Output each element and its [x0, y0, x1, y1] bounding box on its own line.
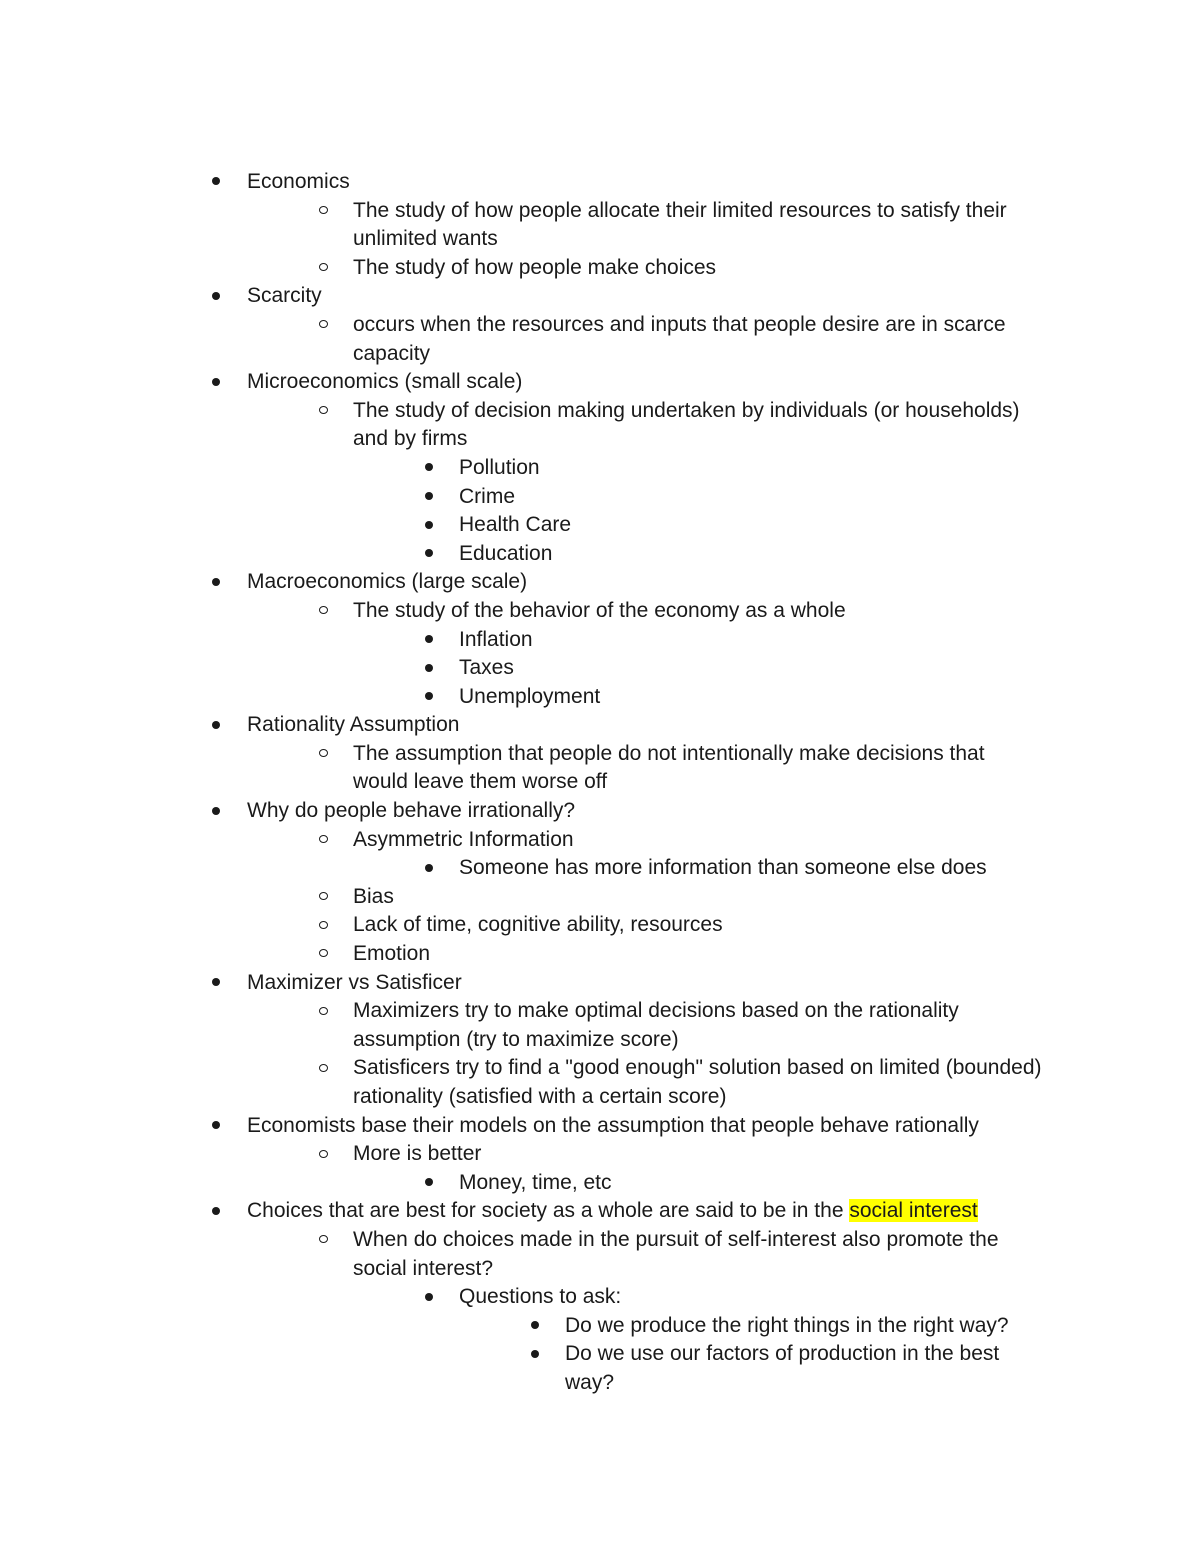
bullet-icon — [422, 854, 436, 883]
hollow-bullet-icon — [316, 1054, 330, 1083]
bullet-icon — [528, 1340, 542, 1369]
item-text: Satisficers try to find a "good enough" solution based on limited (bounded) rationality (satisfied with a certain score) — [353, 1056, 1042, 1108]
bullet-icon — [209, 969, 223, 998]
item-text: Taxes — [459, 656, 514, 680]
outline-item-text — [353, 1226, 1043, 1283]
outline-item-text — [459, 1283, 1049, 1312]
item-text: Unemployment — [459, 684, 601, 708]
outline-item-text — [353, 826, 1043, 855]
item-text: Lack of time, cognitive ability, resources — [353, 913, 723, 937]
outline-item-level-2 — [0, 511, 1200, 540]
item-text: Why do people behave irrationally? — [247, 799, 576, 823]
outline-item-text — [353, 397, 1043, 454]
item-text: Health Care — [459, 513, 572, 537]
outline-item-text — [459, 540, 1049, 569]
outline-item-text — [459, 511, 1049, 540]
bullet-outline — [0, 168, 1200, 1398]
bullet-icon — [422, 1283, 436, 1312]
outline-item-level-0 — [0, 711, 1200, 740]
outline-item-level-1 — [0, 883, 1200, 912]
outline-item-text — [459, 654, 1049, 683]
hollow-bullet-icon — [316, 597, 330, 626]
outline-item-level-1 — [0, 1054, 1200, 1111]
item-text: The study of how people make choices — [353, 255, 717, 279]
item-text: Crime — [459, 484, 515, 508]
bullet-icon — [209, 711, 223, 740]
outline-item-text — [565, 1340, 1015, 1397]
outline-item-text — [353, 740, 1043, 797]
outline-item-level-1 — [0, 1140, 1200, 1169]
hollow-bullet-icon — [316, 911, 330, 940]
hollow-bullet-icon — [316, 883, 330, 912]
item-text: Scarcity — [247, 284, 322, 308]
outline-item-text — [247, 711, 1047, 740]
outline-item-level-0 — [0, 1112, 1200, 1141]
hollow-bullet-icon — [316, 311, 330, 340]
item-text: Macroeconomics (large scale) — [247, 570, 528, 594]
item-text: Do we use our factors of production in the best way? — [565, 1342, 1000, 1394]
hollow-bullet-icon — [316, 940, 330, 969]
bullet-icon — [528, 1312, 542, 1341]
bullet-icon — [209, 797, 223, 826]
bullet-icon — [422, 1169, 436, 1198]
item-text: Questions to ask: — [459, 1285, 622, 1309]
hollow-bullet-icon — [316, 997, 330, 1026]
item-text: occurs when the resources and inputs that people desire are in scarce capacity — [353, 312, 1006, 365]
item-text: Bias — [353, 884, 394, 908]
outline-item-text — [353, 1140, 1043, 1169]
bullet-icon — [422, 511, 436, 540]
outline-item-level-1 — [0, 826, 1200, 855]
outline-item-text — [459, 1169, 1049, 1198]
bullet-icon — [209, 168, 223, 197]
item-text: The study of decision making undertaken by individuals (or households) and by firms — [353, 398, 1020, 451]
outline-item-level-0 — [0, 1197, 1200, 1226]
outline-item-level-1 — [0, 940, 1200, 969]
item-text: When do choices made in the pursuit of self-interest also promote the social interest? — [353, 1227, 999, 1280]
outline-item-level-1 — [0, 197, 1200, 254]
outline-item-text — [459, 454, 1049, 483]
item-text: Do we produce the right things in the right way? — [565, 1313, 1009, 1337]
hollow-bullet-icon — [316, 197, 330, 226]
item-text: Economists base their models on the assumption that people behave rationally — [247, 1113, 979, 1137]
outline-item-text — [247, 282, 1047, 311]
bullet-icon — [422, 454, 436, 483]
outline-item-level-1 — [0, 254, 1200, 283]
hollow-bullet-icon — [316, 740, 330, 769]
outline-item-text — [353, 197, 1043, 254]
hollow-bullet-icon — [316, 826, 330, 855]
outline-item-text — [247, 168, 1047, 197]
highlighted-term: social interest — [849, 1199, 978, 1223]
outline-item-level-0 — [0, 969, 1200, 998]
outline-item-level-2 — [0, 454, 1200, 483]
item-text: Maximizers try to make optimal decisions based on the rationality assumption (try to maximize score) — [353, 999, 959, 1051]
item-text: Money, time, etc — [459, 1170, 612, 1194]
item-text: The study of how people allocate their limited resources to satisfy their unlimited wants — [353, 198, 1007, 251]
item-text: Choices that are best for society as a whole are said to be in the — [247, 1199, 850, 1223]
item-text: Asymmetric Information — [353, 827, 574, 851]
outline-item-text — [353, 597, 1043, 626]
item-text: Economics — [247, 170, 350, 193]
outline-item-level-0 — [0, 797, 1200, 826]
outline-item-text — [353, 254, 1043, 283]
outline-item-text — [459, 626, 1049, 655]
item-text: Emotion — [353, 942, 431, 966]
item-text: Microeconomics (small scale) — [247, 370, 523, 394]
outline-item-text — [459, 854, 1049, 883]
item-text: The study of the behavior of the economy as a whole — [353, 598, 846, 622]
outline-item-level-2 — [0, 654, 1200, 683]
bullet-icon — [422, 483, 436, 512]
bullet-icon — [209, 368, 223, 397]
outline-item-level-2 — [0, 1169, 1200, 1198]
outline-item-level-2 — [0, 626, 1200, 655]
outline-item-level-2 — [0, 483, 1200, 512]
item-text: Inflation — [459, 627, 533, 651]
bullet-icon — [422, 626, 436, 655]
outline-item-level-2 — [0, 854, 1200, 883]
bullet-icon — [209, 568, 223, 597]
outline-item-level-0 — [0, 282, 1200, 311]
outline-item-level-0 — [0, 568, 1200, 597]
outline-item-level-1 — [0, 1226, 1200, 1283]
outline-item-text — [353, 883, 1043, 912]
outline-item-level-1 — [0, 997, 1200, 1054]
outline-item-level-0 — [0, 168, 1200, 197]
bullet-icon — [209, 282, 223, 311]
outline-item-text — [247, 797, 1047, 826]
outline-item-text — [459, 483, 1049, 512]
outline-item-text — [247, 1112, 1047, 1141]
outline-item-text — [353, 311, 1043, 368]
outline-item-text — [459, 683, 1049, 712]
outline-item-level-2 — [0, 1283, 1200, 1312]
outline-item-level-1 — [0, 740, 1200, 797]
bullet-icon — [422, 540, 436, 569]
outline-item-text — [565, 1312, 1015, 1341]
item-text: More is better — [353, 1142, 482, 1166]
bullet-icon — [209, 1112, 223, 1141]
outline-item-level-2 — [0, 540, 1200, 569]
hollow-bullet-icon — [316, 1226, 330, 1255]
outline-item-level-1 — [0, 397, 1200, 454]
bullet-icon — [209, 1197, 223, 1226]
outline-item-level-1 — [0, 911, 1200, 940]
bullet-icon — [422, 683, 436, 712]
outline-item-level-2 — [0, 683, 1200, 712]
item-text: Someone has more information than someone else does — [459, 856, 987, 880]
outline-item-text — [353, 1054, 1043, 1111]
outline-item-text — [247, 568, 1047, 597]
outline-item-level-1 — [0, 311, 1200, 368]
item-text: Pollution — [459, 455, 540, 479]
outline-item-text — [247, 1197, 1047, 1226]
item-text: Maximizer vs Satisficer — [247, 970, 462, 994]
outline-item-level-3 — [0, 1312, 1200, 1341]
item-text: Education — [459, 541, 553, 565]
item-text: Rationality Assumption — [247, 713, 460, 737]
outline-item-level-0 — [0, 368, 1200, 397]
outline-item-level-1 — [0, 597, 1200, 626]
outline-item-text — [353, 940, 1043, 969]
hollow-bullet-icon — [316, 1140, 330, 1169]
outline-item-text — [353, 997, 1043, 1054]
item-text: The assumption that people do not intentionally make decisions that would leave them worse off — [353, 741, 985, 794]
bullet-icon — [422, 654, 436, 683]
outline-item-text — [353, 911, 1043, 940]
hollow-bullet-icon — [316, 397, 330, 426]
outline-item-text — [247, 368, 1047, 397]
hollow-bullet-icon — [316, 254, 330, 283]
outline-item-level-3 — [0, 1340, 1200, 1397]
outline-item-text — [247, 969, 1047, 998]
